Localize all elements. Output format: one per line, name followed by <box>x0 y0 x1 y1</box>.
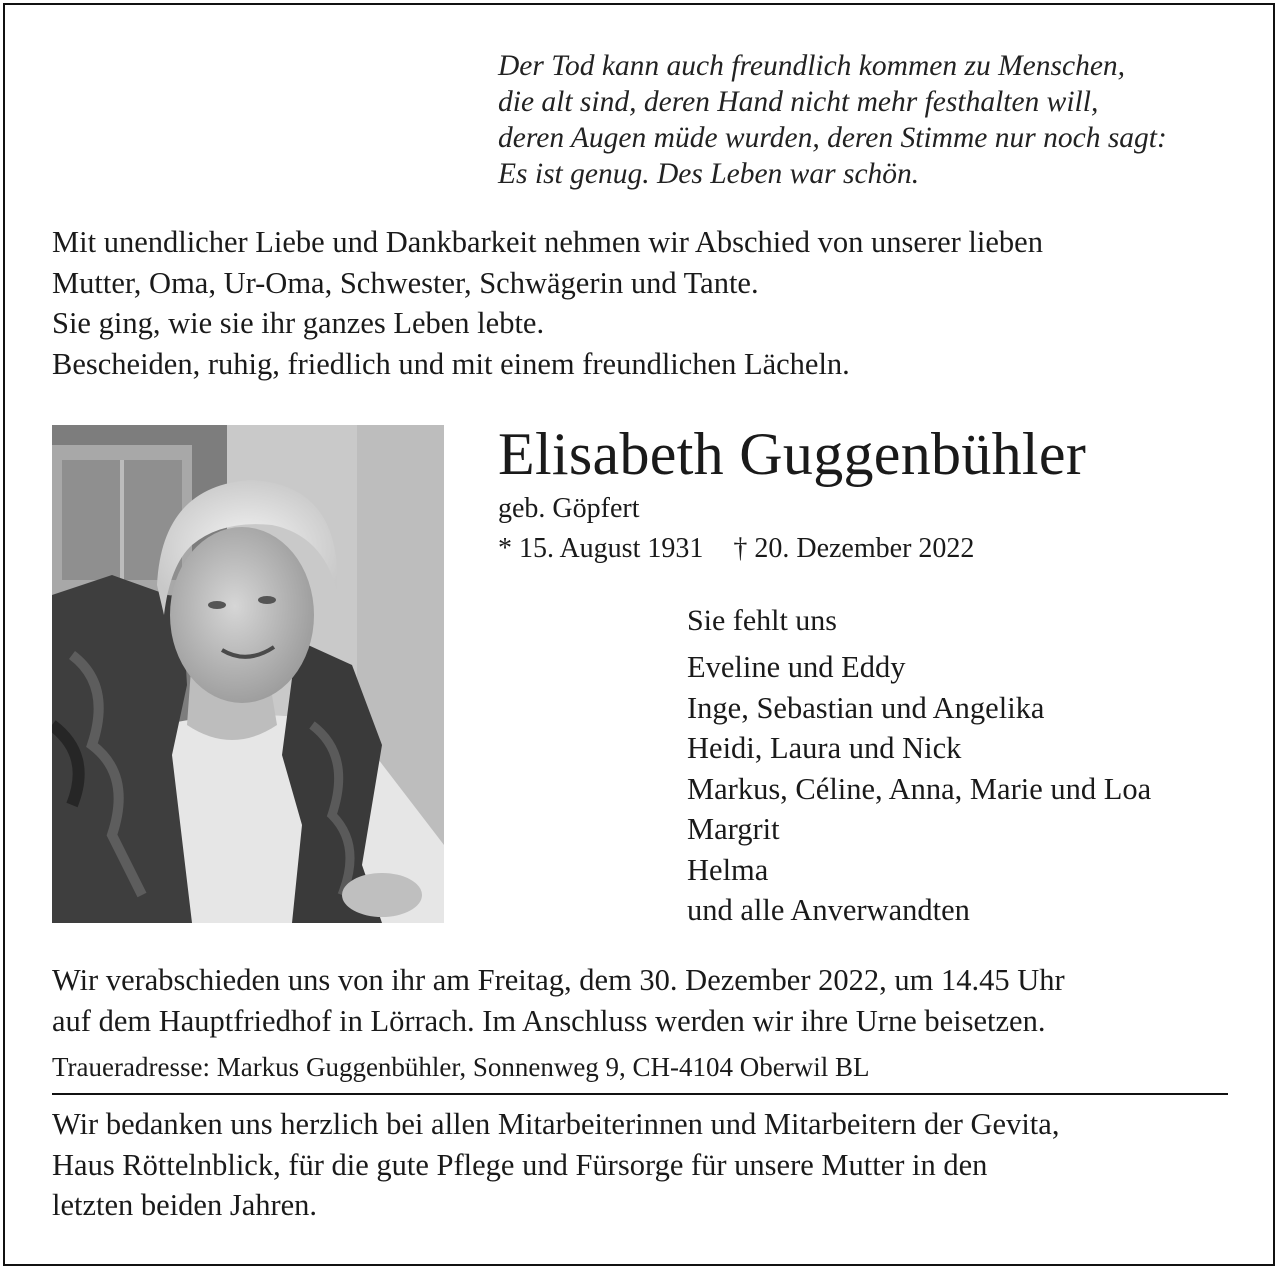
mourners-heading: Sie fehlt uns <box>687 604 837 637</box>
thanks-line: Haus Röttelnblick, für die gute Pflege und Fürsorge für unsere Mutter in den <box>52 1147 988 1182</box>
thanks-text <box>52 1104 1059 1226</box>
poem-line: die alt sind, deren Hand nicht mehr festhalten will, <box>498 86 1099 118</box>
poem-line: deren Augen müde wurden, deren Stimme nur noch sagt: <box>498 122 1167 154</box>
service-text <box>52 960 1065 1041</box>
life-dates <box>498 531 974 567</box>
mourner-line: Helma <box>687 852 769 887</box>
poem-line: Es ist genug. Des Leben war schön. <box>498 158 920 190</box>
intro-line: Sie ging, wie sie ihr ganzes Leben lebte. <box>52 306 545 340</box>
divider <box>52 1093 1228 1095</box>
poem <box>498 48 1167 192</box>
portrait-photo <box>52 425 444 923</box>
thanks-line: Wir bedanken uns herzlich bei allen Mitarbeiterinnen und Mitarbeitern der Gevita, <box>52 1107 1060 1141</box>
mourner-line: und alle Anverwandten <box>687 893 970 927</box>
mourner-line: Markus, Céline, Anna, Marie und Loa <box>687 771 1152 806</box>
mourner-line: Inge, Sebastian und Angelika <box>687 690 1045 725</box>
thanks-line: letzten beiden Jahren. <box>52 1188 318 1222</box>
mourning-address: Traueradresse: Markus Guggenbühler, Sonnenweg 9, CH-4104 Oberwil BL <box>52 1052 870 1082</box>
poem-line: Der Tod kann auch freundlich kommen zu Menschen, <box>498 50 1126 82</box>
birth-date: * 15. August 1931 <box>498 533 704 564</box>
mourner-line: Heidi, Laura und Nick <box>687 731 962 765</box>
birth-name: geb. Göpfert <box>498 493 640 524</box>
mourner-line: Margrit <box>687 812 780 846</box>
service-line: auf dem Hauptfriedhof in Lörrach. Im Anschluss werden wir ihre Urne beisetzen. <box>52 1003 1046 1038</box>
service-line: Wir verabschieden uns von ihr am Freitag, dem 30. Dezember 2022, um 14.45 Uhr <box>52 963 1065 997</box>
death-date: † 20. Dezember 2022 <box>733 533 975 564</box>
intro-text <box>52 222 1043 384</box>
intro-line: Bescheiden, ruhig, friedlich und mit einem freundlichen Lächeln. <box>52 346 850 381</box>
mourner-line: Eveline und Eddy <box>687 650 906 684</box>
deceased-name: Elisabeth Guggenbühler <box>498 421 1087 487</box>
intro-line: Mit unendlicher Liebe und Dankbarkeit nehmen wir Abschied von unserer lieben <box>52 225 1043 259</box>
mourners-list <box>687 647 1151 931</box>
intro-line: Mutter, Oma, Ur-Oma, Schwester, Schwägerin und Tante. <box>52 265 759 300</box>
